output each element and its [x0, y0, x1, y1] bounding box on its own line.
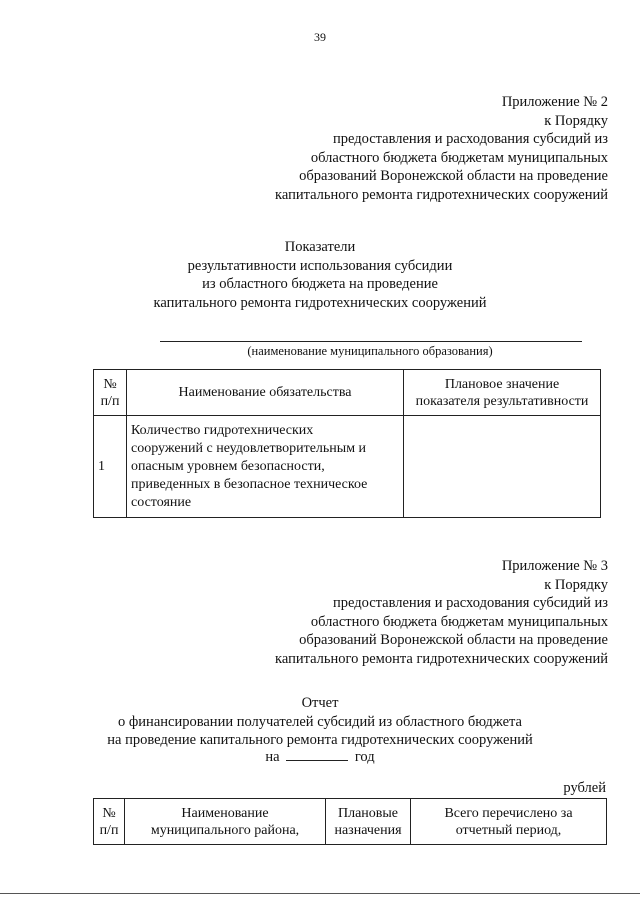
table-header-row: [94, 799, 607, 845]
currency-label: рублей: [563, 780, 606, 796]
report-table: [93, 798, 607, 845]
appendix-3-header: [275, 557, 608, 668]
appendix-3-line: областного бюджета бюджетам муниципальных: [310, 613, 608, 630]
row-obligation-line: Количество гидротехнических: [131, 422, 314, 438]
appendix-3-line: Приложение № 3: [501, 558, 608, 574]
row-obligation-line: приведенных в безопасное техническое: [131, 476, 368, 492]
header-transferred-line: отчетный период,: [455, 822, 562, 838]
header-district-line: муниципального района,: [150, 822, 300, 838]
year-prefix: на: [265, 749, 280, 765]
indicators-title: [0, 238, 640, 312]
header-district-line: Наименование: [181, 805, 269, 821]
page-number: 39: [314, 30, 326, 44]
header-transferred-line: Всего перечислено за: [444, 805, 573, 821]
header-planned-line: назначения: [334, 822, 402, 838]
appendix-2-line: Приложение № 2: [501, 94, 608, 110]
header-obligation: Наименование обязательства: [127, 370, 404, 416]
header-num: [94, 370, 127, 416]
header-planned-value: [404, 370, 601, 416]
header-planned: [326, 799, 411, 845]
header-transferred: [411, 799, 607, 845]
appendix-2-line: капитального ремонта гидротехнических сооружений: [275, 186, 608, 203]
municipality-caption: (наименование муниципального образования): [247, 344, 493, 358]
table-header-row: [94, 370, 601, 416]
header-num-line: п/п: [99, 822, 119, 838]
report-title-line: о финансировании получателей субсидий из областного бюджета: [118, 713, 522, 730]
year-blank-field[interactable]: [286, 748, 348, 761]
appendix-2-line: к Порядку: [544, 112, 608, 129]
header-num: [94, 799, 125, 845]
row-obligation-line: состояние: [131, 494, 192, 510]
header-planned-line: Плановое значение: [444, 376, 560, 392]
report-year-line: [0, 748, 640, 766]
header-planned-line: показателя результативности: [415, 393, 589, 409]
header-num-line: п/п: [100, 393, 120, 409]
appendix-2-line: областного бюджета бюджетам муниципальных: [310, 149, 608, 166]
row-obligation: [127, 416, 404, 518]
appendix-3-line: образований Воронежской области на проведение: [299, 632, 608, 648]
appendix-3-line: к Порядку: [544, 576, 608, 593]
municipality-underline: [160, 341, 582, 342]
appendix-2-line: предоставления и расходования субсидий из: [332, 131, 608, 147]
report-title-line: Отчет: [301, 695, 339, 711]
report-title-line: на проведение капитального ремонта гидротехнических сооружений: [107, 732, 533, 748]
appendix-3-line: капитального ремонта гидротехнических сооружений: [275, 650, 608, 667]
report-title: [0, 694, 640, 750]
row-obligation-line: опасным уровнем безопасности,: [131, 458, 325, 474]
page-bottom-edge: [0, 893, 640, 894]
appendix-2-header: [275, 93, 608, 204]
indicators-title-line: из областного бюджета на проведение: [202, 276, 438, 292]
header-planned-line: Плановые: [337, 805, 399, 821]
indicators-title-line: результативности использования субсидии: [187, 257, 453, 274]
header-num-line: №: [102, 805, 116, 821]
indicators-title-line: капитального ремонта гидротехнических сооружений: [153, 294, 487, 311]
header-district: [125, 799, 326, 845]
appendix-2-line: образований Воронежской области на проведение: [299, 168, 608, 184]
year-suffix: год: [354, 749, 375, 765]
header-num-line: №: [103, 376, 117, 392]
table-row: [94, 416, 601, 518]
indicators-table: [93, 369, 601, 518]
row-num: 1: [94, 416, 127, 518]
appendix-3-line: предоставления и расходования субсидий из: [332, 595, 608, 611]
row-obligation-line: сооружений с неудовлетворительным и: [131, 440, 367, 456]
row-planned-value[interactable]: [404, 416, 601, 518]
indicators-title-line: Показатели: [284, 239, 356, 255]
